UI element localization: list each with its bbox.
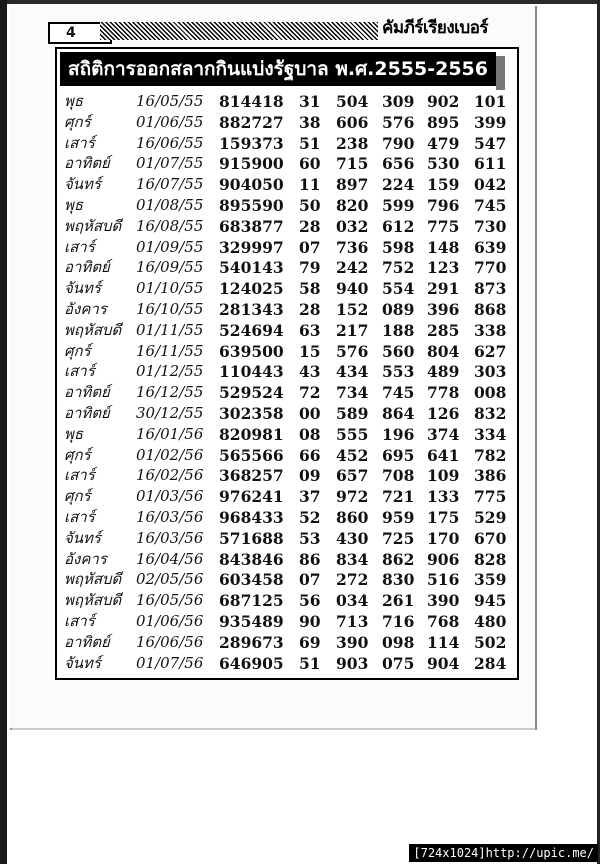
table-row [0, 133, 520, 154]
table-row [0, 569, 520, 590]
three-digit-cell-2: 599 [382, 196, 415, 215]
table-title: สถิติการออกสลากกินแบ่งรัฐบาล [68, 58, 329, 80]
day-cell: เสาร์ [64, 133, 95, 152]
two-digit-cell: 28 [299, 216, 321, 236]
day-cell: จันทร์ [64, 175, 101, 194]
three-digit-cell-4: 303 [474, 362, 507, 382]
three-digit-cell-2: 725 [382, 528, 415, 548]
two-digit-cell: 53 [299, 528, 321, 548]
date-cell: 16/05/56 [136, 591, 204, 610]
three-digit-cell-3: 768 [427, 612, 460, 631]
three-digit-cell-3: 390 [427, 591, 460, 611]
table-row [0, 320, 520, 341]
day-cell: พุธ [64, 196, 84, 214]
three-digit-cell-3: 516 [427, 570, 460, 590]
day-cell: เสาร์ [64, 508, 95, 526]
three-digit-cell-4: 359 [474, 570, 507, 590]
three-digit-cell-1: 452 [336, 445, 369, 465]
three-digit-cell-2: 075 [382, 653, 415, 673]
first-prize-cell: 289673 [219, 632, 284, 652]
table-row [0, 341, 520, 362]
table-row [0, 299, 520, 320]
date-cell: 01/07/56 [136, 653, 204, 672]
date-cell: 16/02/56 [136, 466, 204, 485]
date-cell: 16/09/55 [136, 258, 204, 277]
first-prize-cell: 571688 [219, 528, 284, 548]
date-cell: 16/04/56 [136, 549, 204, 568]
three-digit-cell-2: 959 [382, 508, 415, 527]
three-digit-cell-2: 196 [382, 424, 415, 444]
three-digit-cell-1: 504 [336, 92, 369, 111]
three-digit-cell-1: 272 [336, 570, 369, 590]
two-digit-cell: 37 [299, 487, 321, 507]
table-row [0, 424, 520, 445]
three-digit-cell-2: 721 [382, 487, 415, 507]
three-digit-cell-1: 860 [336, 508, 369, 527]
two-digit-cell: 28 [299, 300, 321, 319]
three-digit-cell-2: 695 [382, 445, 415, 465]
date-cell: 01/12/55 [136, 362, 204, 381]
three-digit-cell-1: 555 [336, 424, 369, 444]
three-digit-cell-1: 897 [336, 175, 369, 195]
day-cell: อาทิตย์ [64, 154, 110, 173]
table-period: พ.ศ.2555-2556 [335, 58, 488, 80]
first-prize-cell: 687125 [219, 591, 284, 611]
three-digit-cell-3: 291 [427, 279, 460, 299]
three-digit-cell-2: 708 [382, 466, 415, 486]
date-cell: 30/12/55 [136, 404, 204, 422]
three-digit-cell-2: 098 [382, 632, 415, 652]
three-digit-cell-4: 627 [474, 341, 507, 361]
three-digit-cell-1: 238 [336, 133, 369, 153]
three-digit-cell-2: 598 [382, 237, 415, 257]
day-cell: อาทิตย์ [64, 404, 110, 422]
day-cell: อาทิตย์ [64, 258, 110, 277]
three-digit-cell-3: 778 [427, 383, 460, 403]
first-prize-cell: 646905 [219, 653, 284, 673]
three-digit-cell-4: 547 [474, 133, 507, 153]
first-prize-cell: 281343 [219, 300, 284, 319]
three-digit-cell-1: 713 [336, 612, 369, 631]
three-digit-cell-4: 480 [474, 612, 507, 631]
table-row [0, 237, 520, 258]
three-digit-cell-3: 170 [427, 528, 460, 548]
first-prize-cell: 329997 [219, 237, 284, 257]
date-cell: 16/03/56 [136, 528, 204, 547]
table-row [0, 257, 520, 278]
table-row [0, 549, 520, 570]
three-digit-cell-1: 576 [336, 341, 369, 361]
three-digit-cell-3: 804 [427, 341, 460, 361]
three-digit-cell-3: 895 [427, 112, 460, 132]
three-digit-cell-4: 611 [474, 154, 507, 174]
three-digit-cell-2: 752 [382, 258, 415, 278]
date-cell: 01/06/56 [136, 612, 204, 630]
table-row [0, 653, 520, 674]
three-digit-cell-1: 589 [336, 404, 369, 423]
first-prize-cell: 915900 [219, 154, 284, 174]
three-digit-cell-3: 285 [427, 320, 460, 340]
three-digit-cell-3: 123 [427, 258, 460, 278]
first-prize-cell: 524694 [219, 320, 284, 340]
three-digit-cell-2: 554 [382, 279, 415, 299]
magazine-name: คัมภีร์เรียงเบอร์ [382, 18, 489, 38]
day-cell: เสาร์ [64, 612, 95, 630]
three-digit-cell-4: 670 [474, 528, 507, 548]
date-cell: 16/10/55 [136, 300, 204, 318]
table-row [0, 382, 520, 403]
three-digit-cell-1: 217 [336, 320, 369, 340]
three-digit-cell-2: 745 [382, 383, 415, 403]
first-prize-cell: 843846 [219, 549, 284, 569]
day-cell: อังคาร [64, 300, 107, 318]
first-prize-cell: 904050 [219, 175, 284, 195]
three-digit-cell-2: 576 [382, 112, 415, 132]
date-cell: 01/10/55 [136, 279, 204, 298]
three-digit-cell-3: 904 [427, 653, 460, 673]
date-cell: 01/09/55 [136, 237, 204, 256]
date-cell: 16/06/56 [136, 632, 204, 651]
three-digit-cell-4: 828 [474, 549, 507, 569]
first-prize-cell: 820981 [219, 424, 284, 444]
table-row [0, 465, 520, 486]
three-digit-cell-2: 830 [382, 570, 415, 590]
date-cell: 16/08/55 [136, 216, 204, 235]
three-digit-cell-3: 133 [427, 487, 460, 507]
three-digit-cell-2: 553 [382, 362, 415, 382]
three-digit-cell-3: 126 [427, 404, 460, 423]
day-cell: พุธ [64, 92, 84, 110]
three-digit-cell-1: 820 [336, 196, 369, 215]
day-cell: พุธ [64, 424, 84, 443]
table-row [0, 403, 520, 424]
table-row [0, 486, 520, 507]
three-digit-cell-4: 745 [474, 196, 507, 215]
three-digit-cell-4: 284 [474, 653, 507, 673]
date-cell: 01/06/55 [136, 112, 204, 131]
day-cell: ศุกร์ [64, 341, 91, 360]
first-prize-cell: 968433 [219, 508, 284, 527]
two-digit-cell: 07 [299, 570, 321, 590]
first-prize-cell: 814418 [219, 92, 284, 111]
date-cell: 02/05/56 [136, 570, 204, 589]
first-prize-cell: 540143 [219, 258, 284, 278]
three-digit-cell-1: 734 [336, 383, 369, 403]
three-digit-cell-2: 309 [382, 92, 415, 111]
date-cell: 01/11/55 [136, 320, 204, 339]
three-digit-cell-1: 152 [336, 300, 369, 319]
table-row [0, 590, 520, 611]
three-digit-cell-4: 399 [474, 112, 507, 132]
date-cell: 16/03/56 [136, 508, 204, 526]
date-cell: 01/08/55 [136, 196, 204, 214]
day-cell: เสาร์ [64, 362, 95, 381]
three-digit-cell-3: 530 [427, 154, 460, 174]
two-digit-cell: 31 [299, 92, 321, 111]
first-prize-cell: 935489 [219, 612, 284, 631]
two-digit-cell: 07 [299, 237, 321, 257]
first-prize-cell: 603458 [219, 570, 284, 590]
table-row [0, 195, 520, 216]
three-digit-cell-2: 656 [382, 154, 415, 174]
table-row [0, 278, 520, 299]
three-digit-cell-2: 224 [382, 175, 415, 195]
first-prize-cell: 895590 [219, 196, 284, 215]
day-cell: พฤหัสบดี [64, 591, 122, 610]
three-digit-cell-4: 832 [474, 404, 507, 423]
three-digit-cell-1: 903 [336, 653, 369, 673]
three-digit-cell-4: 008 [474, 383, 507, 403]
three-digit-cell-2: 790 [382, 133, 415, 153]
day-cell: ศุกร์ [64, 445, 91, 464]
three-digit-cell-3: 148 [427, 237, 460, 257]
three-digit-cell-2: 261 [382, 591, 415, 611]
three-digit-cell-1: 242 [336, 258, 369, 278]
day-cell: อาทิตย์ [64, 383, 110, 402]
table-row [0, 153, 520, 174]
two-digit-cell: 72 [299, 383, 321, 403]
three-digit-cell-1: 940 [336, 279, 369, 299]
three-digit-cell-2: 560 [382, 341, 415, 361]
day-cell: พฤหัสบดี [64, 216, 122, 235]
three-digit-cell-1: 434 [336, 362, 369, 382]
table-row [0, 216, 520, 237]
three-digit-cell-4: 529 [474, 508, 507, 527]
three-digit-cell-4: 639 [474, 237, 507, 257]
two-digit-cell: 09 [299, 466, 321, 486]
two-digit-cell: 69 [299, 632, 321, 652]
day-cell: จันทร์ [64, 279, 101, 298]
three-digit-cell-3: 114 [427, 632, 460, 652]
three-digit-cell-2: 612 [382, 216, 415, 236]
three-digit-cell-3: 396 [427, 300, 460, 319]
first-prize-cell: 529524 [219, 383, 284, 403]
two-digit-cell: 38 [299, 112, 321, 132]
two-digit-cell: 86 [299, 549, 321, 569]
three-digit-cell-3: 902 [427, 92, 460, 111]
date-cell: 16/12/55 [136, 383, 204, 402]
two-digit-cell: 50 [299, 196, 321, 215]
table-row [0, 632, 520, 653]
two-digit-cell: 79 [299, 258, 321, 278]
three-digit-cell-4: 868 [474, 300, 507, 319]
first-prize-cell: 639500 [219, 341, 284, 361]
three-digit-cell-1: 430 [336, 528, 369, 548]
three-digit-cell-3: 489 [427, 362, 460, 382]
three-digit-cell-4: 770 [474, 258, 507, 278]
two-digit-cell: 51 [299, 653, 321, 673]
three-digit-cell-1: 657 [336, 466, 369, 486]
three-digit-cell-3: 775 [427, 216, 460, 236]
day-cell: อาทิตย์ [64, 632, 110, 651]
two-digit-cell: 11 [299, 175, 321, 195]
three-digit-cell-2: 864 [382, 404, 415, 423]
day-cell: อังคาร [64, 549, 107, 568]
three-digit-cell-3: 796 [427, 196, 460, 215]
three-digit-cell-4: 782 [474, 445, 507, 465]
date-cell: 16/07/55 [136, 175, 204, 194]
day-cell: พฤหัสบดี [64, 320, 122, 339]
three-digit-cell-4: 338 [474, 320, 507, 340]
three-digit-cell-1: 034 [336, 591, 369, 611]
three-digit-cell-3: 479 [427, 133, 460, 153]
two-digit-cell: 52 [299, 508, 321, 527]
three-digit-cell-3: 159 [427, 175, 460, 195]
first-prize-cell: 124025 [219, 279, 284, 299]
two-digit-cell: 90 [299, 612, 321, 631]
first-prize-cell: 683877 [219, 216, 284, 236]
date-cell: 16/01/56 [136, 424, 204, 443]
table-row [0, 361, 520, 382]
two-digit-cell: 66 [299, 445, 321, 465]
three-digit-cell-4: 042 [474, 175, 507, 195]
first-prize-cell: 368257 [219, 466, 284, 486]
day-cell: ศุกร์ [64, 487, 91, 506]
date-cell: 16/11/55 [136, 341, 204, 360]
first-prize-cell: 565566 [219, 445, 284, 465]
day-cell: จันทร์ [64, 528, 101, 547]
three-digit-cell-1: 834 [336, 549, 369, 569]
three-digit-cell-2: 862 [382, 549, 415, 569]
table-row [0, 507, 520, 528]
two-digit-cell: 43 [299, 362, 321, 382]
three-digit-cell-4: 101 [474, 92, 507, 111]
date-cell: 16/05/55 [136, 92, 204, 110]
first-prize-cell: 110443 [219, 362, 284, 382]
table-row [0, 528, 520, 549]
table-row [0, 91, 520, 112]
date-cell: 01/02/56 [136, 445, 204, 464]
day-cell: เสาร์ [64, 237, 95, 256]
three-digit-cell-1: 390 [336, 632, 369, 652]
watermark-footer: [724x1024]http://upic.me/ [409, 844, 598, 862]
two-digit-cell: 56 [299, 591, 321, 611]
first-prize-cell: 302358 [219, 404, 284, 423]
two-digit-cell: 00 [299, 404, 321, 423]
three-digit-cell-2: 716 [382, 612, 415, 631]
three-digit-cell-3: 641 [427, 445, 460, 465]
date-cell: 16/06/55 [136, 133, 204, 152]
day-cell: จันทร์ [64, 653, 101, 672]
three-digit-cell-4: 873 [474, 279, 507, 299]
three-digit-cell-1: 715 [336, 154, 369, 174]
three-digit-cell-1: 736 [336, 237, 369, 257]
first-prize-cell: 882727 [219, 112, 284, 132]
three-digit-cell-3: 906 [427, 549, 460, 569]
day-cell: พฤหัสบดี [64, 570, 122, 589]
two-digit-cell: 60 [299, 154, 321, 174]
three-digit-cell-1: 032 [336, 216, 369, 236]
three-digit-cell-2: 188 [382, 320, 415, 340]
page-number: 4 [48, 22, 112, 44]
three-digit-cell-3: 374 [427, 424, 460, 444]
three-digit-cell-4: 502 [474, 632, 507, 652]
day-cell: เสาร์ [64, 466, 95, 485]
three-digit-cell-1: 606 [336, 112, 369, 132]
three-digit-cell-4: 386 [474, 466, 507, 486]
two-digit-cell: 58 [299, 279, 321, 299]
two-digit-cell: 51 [299, 133, 321, 153]
three-digit-cell-4: 730 [474, 216, 507, 236]
date-cell: 01/03/56 [136, 487, 204, 506]
first-prize-cell: 976241 [219, 487, 284, 507]
table-row [0, 112, 520, 133]
three-digit-cell-4: 775 [474, 487, 507, 507]
date-cell: 01/07/55 [136, 154, 204, 173]
three-digit-cell-4: 334 [474, 424, 507, 444]
two-digit-cell: 08 [299, 424, 321, 444]
two-digit-cell: 15 [299, 341, 321, 361]
first-prize-cell: 159373 [219, 133, 284, 153]
three-digit-cell-2: 089 [382, 300, 415, 319]
day-cell: ศุกร์ [64, 112, 91, 131]
two-digit-cell: 63 [299, 320, 321, 340]
three-digit-cell-1: 972 [336, 487, 369, 507]
three-digit-cell-4: 945 [474, 591, 507, 611]
three-digit-cell-3: 109 [427, 466, 460, 486]
table-row [0, 445, 520, 466]
table-row [0, 611, 520, 632]
three-digit-cell-3: 175 [427, 508, 460, 527]
table-row [0, 174, 520, 195]
